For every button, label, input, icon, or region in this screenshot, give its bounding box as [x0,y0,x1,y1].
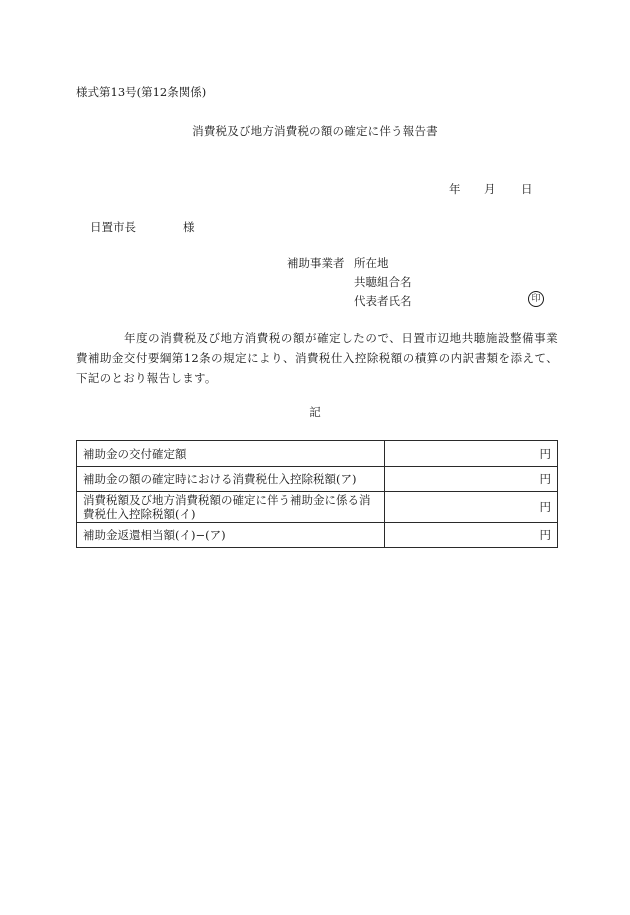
seal-mark: 印 [528,291,544,307]
amount-cell: 円 [385,467,558,492]
table-row [77,523,558,548]
row-label: 補助金返還相当額(イ)−(ア) [77,523,385,548]
document-title: 消費税及び地方消費税の額の確定に伴う報告書 [192,124,438,138]
amount-cell: 円 [385,441,558,467]
row-label: 補助金の額の確定時における消費税仕入控除税額(ア) [77,467,385,492]
row-label: 補助金の交付確定額 [77,441,385,467]
table-row [77,441,558,467]
date-year-label: 年 [449,182,461,196]
organization-label: 共聴組合名 [354,275,412,289]
date-day-label: 日 [521,182,533,196]
address-label: 所在地 [354,256,389,270]
report-table [76,440,558,548]
table-row [77,492,558,523]
submitter-role: 補助事業者 [287,256,345,270]
amount-cell: 円 [385,523,558,548]
addressee-name: 日置市長 [90,220,136,234]
addressee-honorific: 様 [183,220,195,234]
amount-cell: 円 [385,492,558,523]
report-body-text: 年度の消費税及び地方消費税の額が確定したので、日置市辺地共聴施設整備事業費補助金交付要綱第12条の規定により、消費税仕入控除税額の積算の内訳書類を添えて、下記のとおり報告します。 [76,331,558,385]
form-number: 様式第13号(第12条関係) [76,85,207,99]
ki-heading: 記 [309,405,321,419]
date-month-label: 月 [484,182,496,196]
table-row [77,467,558,492]
row-label: 消費税額及び地方消費税額の確定に伴う補助金に係る消費税仕入控除税額(イ) [77,492,385,523]
representative-label: 代表者氏名 [354,294,412,308]
